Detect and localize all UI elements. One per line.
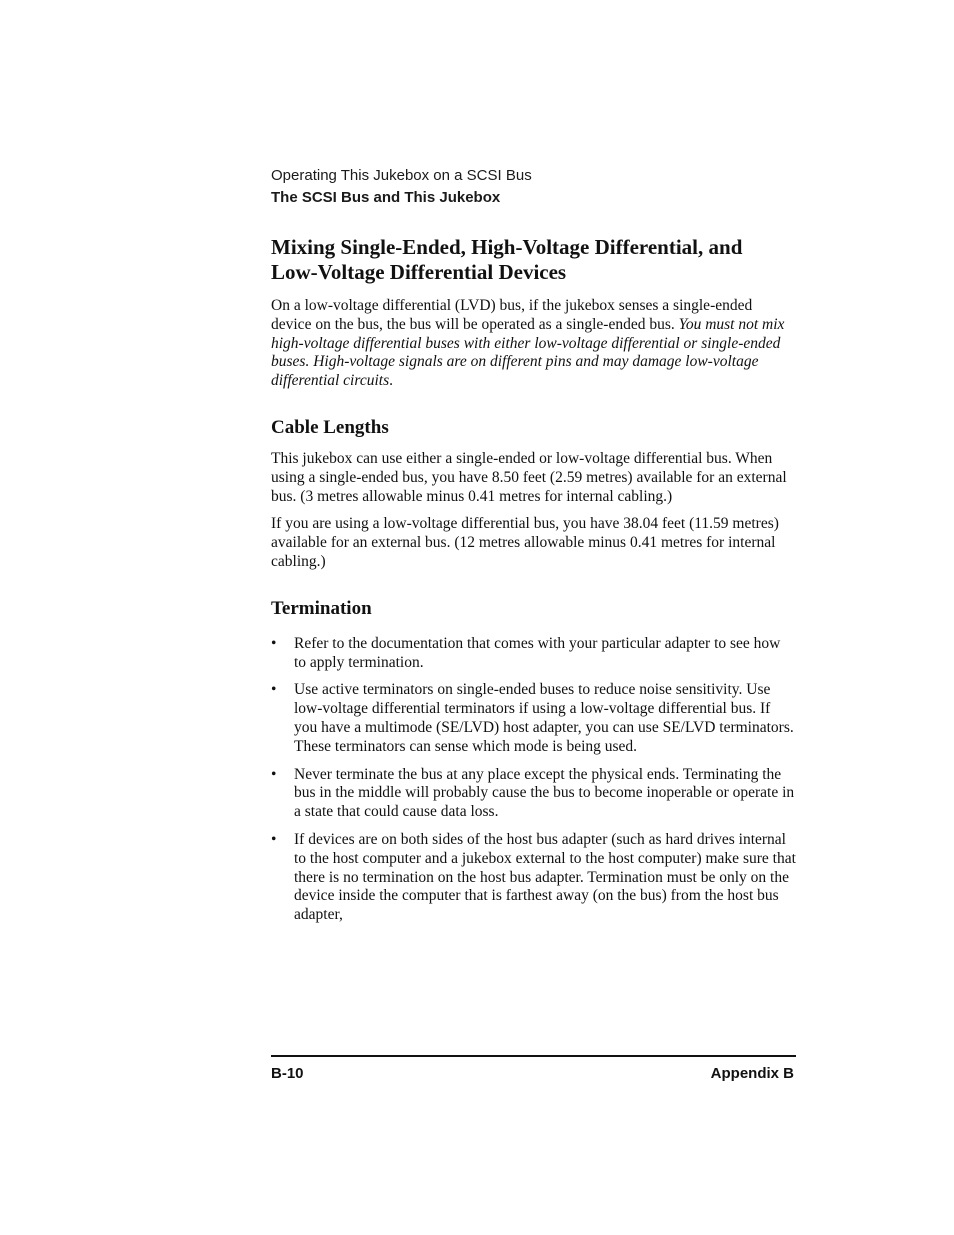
cable-lengths-paragraph-2: If you are using a low-voltage differential bus, you have 38.04 feet (11.59 metres) available for an external bus. (12 metres allowable minus 0.41 metres for internal cabling.) <box>271 515 779 570</box>
list-item-text: Refer to the documentation that comes with your particular adapter to see how to apply termination. <box>294 634 781 671</box>
section-title: The SCSI Bus and This Jukebox <box>271 189 501 206</box>
list-item <box>271 766 796 822</box>
mixing-section <box>271 235 796 391</box>
page-content <box>271 235 796 934</box>
appendix-label: Appendix B <box>710 1065 794 1082</box>
page-footer <box>271 1055 796 1082</box>
cable-lengths-paragraph-1: This jukebox can use either a single-ended or low-voltage differential bus. When using a single-ended bus, you have 8.50 feet (2.59 metres) available for an external bus. (3 metres allowable minus 0.41 metres for internal cabling.) <box>271 449 787 505</box>
list-item <box>271 681 796 756</box>
chapter-title: Operating This Jukebox on a SCSI Bus <box>271 167 532 184</box>
mixing-heading-line1: Mixing Single-Ended, High-Voltage Differential, and <box>271 235 743 259</box>
termination-list <box>271 635 796 925</box>
termination-heading: Termination <box>271 597 372 619</box>
mixing-heading <box>271 235 796 285</box>
cable-lengths-section <box>271 416 796 572</box>
mixing-paragraph-text: On a low-voltage differential (LVD) bus, if the jukebox senses a single-ended device on the bus, the bus will be operated as a single-ended bus. <box>271 297 753 333</box>
list-item-text: If devices are on both sides of the host bus adapter (such as hard drives internal to the host computer and a jukebox external to the host computer) make sure that there is no termination on the host bus adapter. Termination must be only on the device inside the computer that is farthest away (on the bus) from the host bus adapter, <box>294 830 796 924</box>
page-number: B-10 <box>271 1065 304 1082</box>
list-item-text: Never terminate the bus at any place except the physical ends. Terminating the bus in the middle will probably cause the bus to become inoperable or operate in a state that could cause data loss. <box>294 765 795 821</box>
list-item <box>271 831 796 925</box>
running-head <box>271 165 796 209</box>
cable-lengths-heading: Cable Lengths <box>271 416 389 438</box>
bullet-icon: • <box>271 634 277 652</box>
termination-section <box>271 597 796 925</box>
mixing-warning-text: You must not mix high-voltage differential buses with either low-voltage differential or single-ended buses. High-voltage signals are on different pins and may damage low-voltage differential circuits <box>271 315 785 390</box>
mixing-paragraph <box>271 297 796 391</box>
bullet-icon: • <box>271 681 277 699</box>
list-item <box>271 635 796 673</box>
list-item-text: Use active terminators on single-ended buses to reduce noise sensitivity. Use low-voltage differential terminators if using a low-voltage differential bus. If you have a multimode (SE/LVD) host adapter, you can use SE/LVD terminators. These terminators can sense which mode is being used. <box>294 681 794 755</box>
mixing-paragraph-end: . <box>389 372 393 390</box>
mixing-heading-line2: Low-Voltage Differential Devices <box>271 260 567 284</box>
bullet-icon: • <box>271 765 277 783</box>
bullet-icon: • <box>271 830 277 848</box>
